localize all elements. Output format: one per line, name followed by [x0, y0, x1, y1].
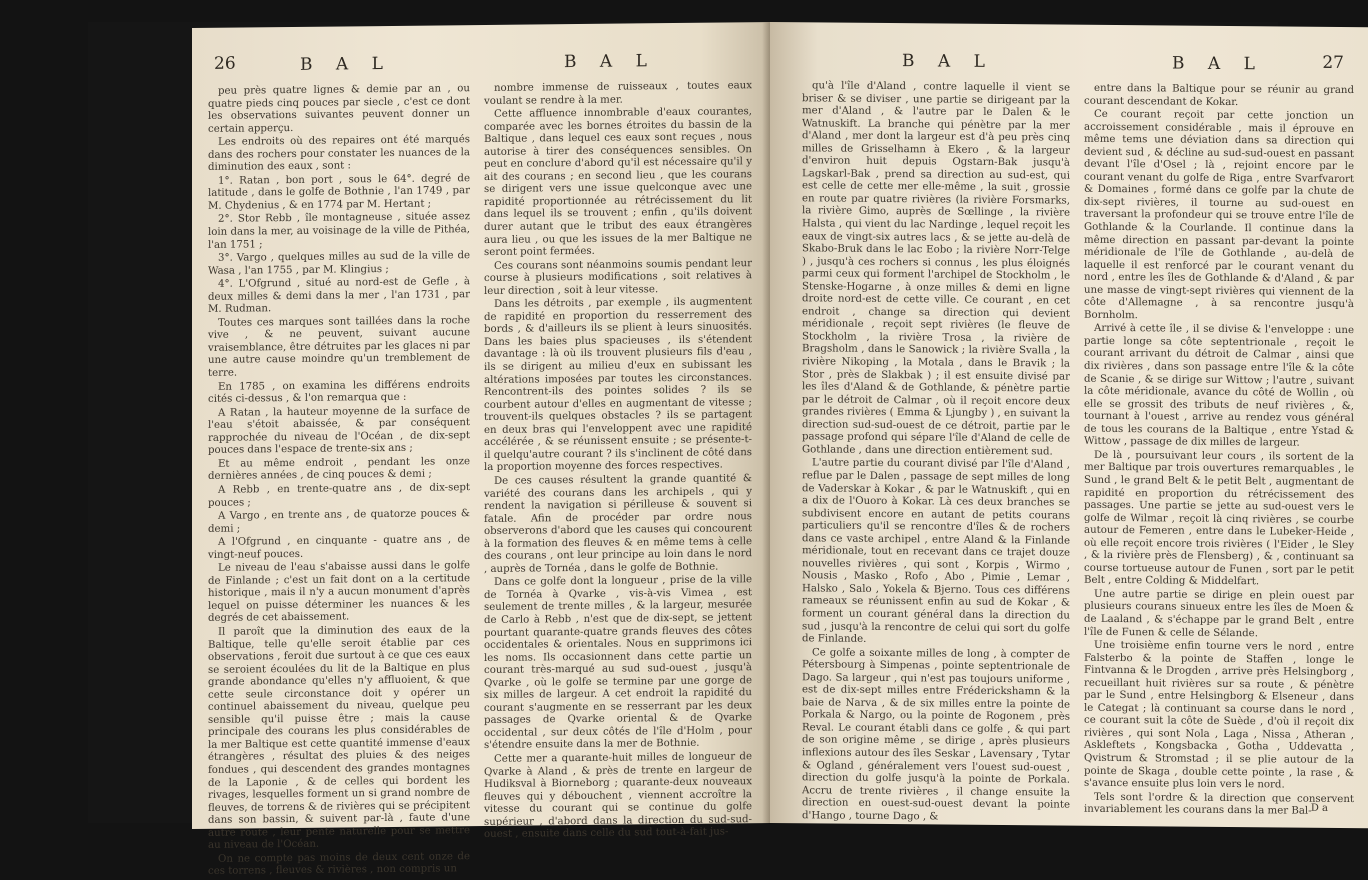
paragraph: A Ratan , la hauteur moyenne de la surface de l'eau s'étoit abaissée, & par conséquent rapprochée du niveau de l'Océan , de dix-sept pouces dans l'espace de trente-six ans ; — [208, 404, 470, 457]
page-number: 26 — [214, 53, 236, 74]
paragraph: En 1785 , on examina les différens endroits cités ci-dessus , & l'on remarqua que : — [208, 378, 470, 406]
paragraph: Toutes ces marques sont taillées dans la roche vive , & ne peuvent, suivant aucune vraisemblance, être détruites par les glaces ni par une autre cause moindre qu'un tremblement de terre. — [208, 314, 470, 379]
paragraph: Cette affluence innombrable d'eaux courantes, comparée avec les bornes étroites du bassin de la Baltique , dans lequel ces eaux sont reçues , nous autorise à tirer des conséquences sensibles. On peut en conclure d'abord qu'il est nécessaire qu'il y ait des courans ; en second lieu , que les courans se dirigent vers une issue quelconque avec une rapidité proportionnée au rétrécissement du lit dans lequel ils se trouvent ; enfin , qu'ils doivent durer autant que le tribut des eaux étrangères aura lieu , ou que les issues de la mer Baltique ne seront point fermées. — [484, 106, 752, 259]
paragraph: 3°. Vargo , quelques milles au sud de la ville de Wasa , l'an 1755 , par M. Klingius ; — [208, 250, 470, 277]
paragraph: On ne compte pas moins de deux cent onze de ces torrens , fleuves & rivières , non compris un — [208, 850, 470, 878]
text-column — [484, 80, 752, 843]
paragraph: 4°. L'Ofgrund , situé au nord-est de Gefle , à deux milles & demi dans la mer , l'an 1731 , par M. Rudman. — [208, 276, 470, 316]
text-column — [802, 80, 1070, 826]
paragraph: qu'à l'île d'Aland , contre laquelle il vient se briser & se diviser , une partie se dirigeant par la mer d'Aland , & l'autre par le Dalen & le Watnuskift. La branche qui pénètre par la mer d'Aland , mer dont la largeur est d'à peu près cinq milles de Grisselhamn à Ekero , & la largeur d'environ huit depuis Ogstarn-Bak jusqu'à Lagskarl-Bak , prend sa direction au sud-est, qui est celle de cette mer elle-même , la suit , grossie en route par quatre rivières (la rivière Forsmarks, la rivière Gimo, auprès de Sœllinge , la rivière Halsta , qui vient du lac Nardinge , lequel reçoit les eaux de vingt-six autres lacs , & se jette au-delà de Skabo-Bruk dans le lac Eobo ; la rivière Norr-Telge ) , jusqu'à ces rochers si connus , les plus éloignés parmi ceux qui forment l'archipel de Stockholm , le Stenske-Hogarne , à onze milles & demi en ligne droite nord-est de cette ville. Ce courant , en cet endroit , change sa direction qui devient méridionale , reçoit sept rivières (le fleuve de Stockholm , la rivière Trosa , la rivière de Bragsholm , dans le Sanowick ; la rivière Svalla , la rivière Nikoping , la Motala , dans le Bravik ; la Stor , près de Slakbak ) ; il est ensuite divisé par les îles d'Aland & de Gothlande, & pénètre partie par le détroit de Calmar , où il reçoit encore deux grandes rivières ( Emma & Ljungby ) , en suivant la direction sud-sud-ouest de ce détroit, partie par le passage profond qui sépare l'île d'Aland de celle de Gothlande , dans une direction entièrement sud. — [802, 80, 1070, 458]
paragraph: Arrivé à cette île , il se divise & l'enveloppe : une partie longe sa côte septentrionale , reçoit le courant arrivant du détroit de Calmar , ainsi que dix rivières , dans son passage entre l'île & la côte de Scanie , & se dirige sur Wittow ; l'autre , suivant la côte méridionale, avance du côté de Wollin , où elle se grossit des tributs de neuf rivières , &, tournant à l'ouest , arrive au rendez vous général de tous les courans de la Baltique , entre Ystad & Wittow , passage de dix milles de largeur. — [1084, 323, 1354, 449]
text-column — [1084, 83, 1354, 820]
running-head: B A L — [564, 51, 656, 73]
running-head: B A L — [1172, 53, 1264, 75]
page-number: 27 — [1322, 52, 1344, 74]
text-column — [208, 83, 470, 880]
paragraph: Dans les détroits , par exemple , ils augmentent de rapidité en proportion du resserrement des bords , & d'ailleurs ils se plient à leurs sinuosités. Dans les baies plus spacieuses , ils s'étendent davantage : là où ils trouvent plusieurs fils d'eau , ils se dirigent au milieu d'eux en subissant les altérations imposées par toutes les circonstances. Rencontrent-ils des pointes solides ? ils se courbent autour d'elles en augmentant de vitesse ; trouvent-ils quelques obstacles ? ils se partagent en deux bras qui l'enveloppent avec une rapidité accélérée , & se réunissent ensuite ; se présente-t-il quelqu'autre courant ? ils s'inclinent de côté dans la proportion moyenne des forces respectives. — [484, 296, 752, 474]
paragraph: Une troisième enfin tourne vers le nord , entre Falsterbo & la pointe de Staffen , longe le Fintvanna & le Drogden , arrive près Helsingborg , recueillant huit rivières sur sa route , & pénètre par le Sund , entre Helsingborg & Elseneur , dans le Categat ; là continuant sa course dans le nord , ce courant suit la côte de Suède , d'où il reçoit dix rivières , qui sont Nola , Laga , Nissa , Atheran , Askleftets , Kongsbacka , Gotha , Uddevatta , Qvistrum & Stromstad ; il se plie autour de la pointe de Skaga , double cette pointe , la rase , & s'avance ensuite plus loin vers le nord. — [1084, 639, 1354, 791]
paragraph: A Rebb , en trente-quatre ans , de dix-sept pouces ; — [208, 482, 470, 509]
paragraph: Le niveau de l'eau s'abaisse aussi dans le golfe de Finlande ; c'est un fait dont on a la certitude historique , mais il n'y a aucun monument d'après lequel on puisse déterminer les nuances & les degrés de cet abaissement. — [208, 560, 470, 625]
right-page — [770, 22, 1368, 828]
running-head: B A L — [902, 51, 994, 72]
paragraph: Il paroît que la diminution des eaux de la Baltique, telle qu'elle seroit établie par ces observations , feroit due surtout à ce que ces eaux se seroient écoulées du lit de la Baltique en plus grande abondance qu'elles n'y affluoient, & que cette seule circonstance doit y opérer un continuel abaissement du niveau, quelque peu sensible qu'il puisse être ; mais la cause principale des courans les plus considérables de la mer Baltique est cette quantité immense d'eaux étrangères , résultat des pluies & des neiges fondues , qui descendent des grandes montagnes de la Laponie , & de celles qui bordent les rivages, lesquelles forment un si grand nombre de fleuves, de torrens & de rivières qui se précipitent dans son bassin, & suivent par-là , faute d'une autre route , leur pente naturelle pour se mettre au niveau de l'Océan. — [208, 624, 470, 852]
paragraph: A l'Ofgrund , en cinquante - quatre ans , de vingt-neuf pouces. — [208, 534, 470, 561]
paragraph: Ces courans sont néanmoins soumis pendant leur course à plusieurs modifications , soit relatives à leur direction , soit à leur vitesse. — [484, 257, 752, 297]
paragraph: Dans ce golfe dont la longueur , prise de la ville de Tornéa à Qvarke , vis-à-vis Vimea , est seulement de trente milles , & la largeur, mesurée de Carlo à Rebb , n'est que de dix-sept, se jettent pourtant quarante-quatre grands fleuves des côtes occidentales & orientales. Nous en supprimons ici les noms. Ils occasionnent dans cette partie un courant très-marqué au sud sud-ouest , jusqu'à Qvarke , où le golfe se termine par une gorge de six milles de largeur. A cet endroit la rapidité du courant s'augmente en se resserrant par les deux passages de Qvarke oriental & de Qvarke occidental , sur deux côtés de l'île d'Holm , pour s'étendre ensuite dans la mer de Bothnie. — [484, 574, 752, 752]
open-book — [88, 22, 1354, 878]
paragraph: 1°. Ratan , bon port , sous le 64°. degré de latitude , dans le golfe de Bothnie , l'an 1749 , par M. Chydenius , & en 1774 par M. Hertant ; — [208, 172, 470, 212]
paragraph: Cette mer a quarante-huit milles de longueur de Qvarke à Aland , & près de trente en largeur de Hudiksval à Biorneborg ; quarante-deux nouveaux fleuves qui y débouchent , viennent accroître la vitesse du courant qui se continue du golfe supérieur , d'abord dans la direction du sud-sud-ouest , ensuite dans celle du sud tout-à-fait jus- — [484, 751, 752, 841]
signature-mark: D a — [1310, 802, 1328, 814]
paragraph: nombre immense de ruisseaux , toutes eaux voulant se rendre à la mer. — [484, 80, 752, 107]
paragraph: De ces causes résultent la grande quantité & variété des courans dans les archipels , qui y rendent la navigation si périlleuse & souvent si fatale. Afin de procéder par ordre nous observerons d'abord que les causes qui concourent à la formation des fleuves & en même tems à celle des courans , ont leur principe au loin dans le nord , auprès de Tornéa , dans le golfe de Bothnie. — [484, 473, 752, 575]
paragraph: A Vargo , en trente ans , de quatorze pouces & demi ; — [208, 508, 470, 535]
left-page — [192, 22, 770, 878]
paragraph: entre dans la Baltique pour se réunir au grand courant descendant de Kokar. — [1084, 82, 1354, 108]
paragraph: Ce courant reçoit par cette jonction un accroissement considérable , mais il éprouve en même tems une déviation dans sa direction qui devient sud , & décline au sud-sud-ouest en passant devant l'île d'Osel ; là , rejoint encore par le courant venant du golfe de Riga , entre Svarfvarort & Domaines , formé dans ce golfe par la chute de dix-sept rivières, il tourne au sud-ouest en traversant la profondeur qui se trouve entre l'île de Gothlande & la Courlande. Il continue dans la même direction en passant par-devant la pointe méridionale de l'île de Gothlande , au-delà de laquelle il est renforcé par le courant venant du nord , entre les îles de Gothlande & d'Aland , & par une masse de vingt-sept rivières qui viennent de la côte d'Allemagne , à sa rencontre jusqu'à Bornholm. — [1084, 108, 1354, 322]
paragraph: 2°. Stor Rebb , île montagneuse , située assez loin dans la mer, au voisinage de la ville de Pithéa, l'an 1751 ; — [208, 211, 470, 251]
paragraph: Ce golfe a soixante milles de long , à compter de Pétersbourg à Simpenas , pointe septentrionale de Dago. Sa largeur , qui n'est pas toujours uniforme , est de dix-sept milles entre Fréderickshamn & la baie de Narva , & de six milles entre la pointe de Porkala & Nargo, ou la pointe de Rogonem , près Reval. Le courant établi dans ce golfe , & qui part de son origine même , se dirige , après plusieurs inflexions autour des îles Seskar , Lavensary , Tytar & Ogland , généralement vers l'ouest sud-ouest , direction du golfe jusqu'à la pointe de Porkala. Accru de trente rivières , il change ensuite la direction en ouest-sud-ouest devant la pointe d'Hango , tourne Dago , & — [802, 646, 1070, 823]
paragraph: Une autre partie se dirige en plein ouest par plusieurs courans sinueux entre les îles de Moen & de Laaland , & s'échappe par le grand Belt , entre l'île de Funen & celle de Sélande. — [1084, 588, 1354, 639]
paragraph: Et au même endroit , pendant les onze dernières années , de cinq pouces & demi ; — [208, 456, 470, 483]
paragraph: L'autre partie du courant divisé par l'île d'Aland , reflue par le Dalen , passage de sept milles de long de Vaderskar à Kokar , & par le Watnuskift , qui en a dix de l'Ouoro à Kokar. Là ces deux branches se subdivisent encore en autant de petits courans particuliers qu'il se rencontre d'îles & de rochers dans ce vaste archipel , entre Aland & la Finlande méridionale, tout en recevant dans ce trajet douze nouvelles rivières , qui sont , Korpis , Wirmo , Nousis , Masko , Rofo , Abo , Pimie , Lemar , Halsko , Salo , Yokela & Bjerno. Tous ces différens rameaux se réunissent enfin au sud de Kokar , & forment un courant général dans la direction du sud , jusqu'à la rencontre de celui qui sort du golfe de Finlande. — [802, 457, 1070, 645]
paragraph: Tels sont l'ordre & la direction que conservent invariablement les courans dans la mer Bal- — [1084, 791, 1354, 817]
paragraph: Les endroits où des repaires ont été marqués dans des rochers pour constater les nuances de la diminution des eaux , sont : — [208, 134, 470, 174]
paragraph: De là , poursuivant leur cours , ils sortent de la mer Baltique par trois ouvertures remarquables , le Sund , le grand Belt & le petit Belt , augmentant de rapidité en proportion du rétrécissement des passages. Une partie se jette au sud-ouest vers le golfe de Wilmar , reçoit là cinq rivières , se courbe autour de Femeren , entre dans le Lubeker-Heide , où elle reçoit encore trois rivières ( l'Eider , le Sley , & la rivière près de Flensberg) , & , continuant sa course tortueuse autour de Funen , sort par le petit Belt , entre Colding & Middelfart. — [1084, 449, 1354, 588]
running-head: B A L — [300, 53, 392, 75]
paragraph: peu près quatre lignes & demie par an , ou quatre pieds cinq pouces par siecle , c'est ce dont les observations suivantes peuvent donner un certain apperçu. — [208, 83, 470, 135]
